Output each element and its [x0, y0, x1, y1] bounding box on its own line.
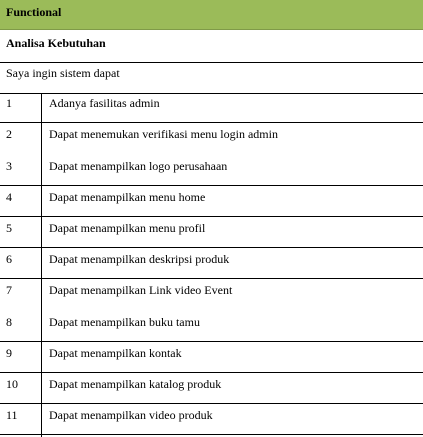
row-divider: [0, 372, 423, 373]
section-title: Analisa Kebutuhan: [6, 36, 106, 50]
row-number: 8: [6, 315, 12, 329]
row-text: Dapat menampilkan logo perusahaan: [49, 159, 228, 173]
row-divider: [0, 278, 423, 279]
table-row: [0, 221, 423, 235]
row-text: Dapat menampilkan katalog produk: [49, 377, 222, 391]
table-row: [0, 190, 423, 204]
table-row: [0, 346, 423, 360]
row-divider: [0, 247, 423, 248]
row-number: 6: [6, 252, 12, 266]
row-text: Dapat menampilkan Link video Event: [49, 283, 233, 297]
header-bar: [0, 0, 423, 30]
row-number: 3: [6, 159, 12, 173]
row-divider: [0, 185, 423, 186]
row-number: 4: [6, 190, 12, 204]
table-row: [0, 377, 423, 391]
table-row: [0, 252, 423, 266]
row-number: 2: [6, 127, 12, 141]
row-divider: [0, 122, 423, 123]
row-divider: [0, 434, 423, 435]
row-number: 9: [6, 346, 12, 360]
row-number: 7: [6, 283, 12, 297]
row-text: Dapat menampilkan video produk: [49, 408, 213, 422]
table-row: [0, 408, 423, 422]
divider-under-intro: [0, 93, 423, 94]
row-text: Dapat menampilkan kontak: [49, 346, 182, 360]
row-number: 5: [6, 221, 12, 235]
row-text: Adanya fasilitas admin: [49, 96, 160, 110]
row-text: Dapat menampilkan buku tamu: [49, 315, 200, 329]
row-divider: [0, 403, 423, 404]
table-row: [0, 127, 423, 141]
table-row: [0, 315, 423, 329]
row-text: Dapat menampilkan menu home: [49, 190, 206, 204]
row-divider: [0, 216, 423, 217]
table-row: [0, 159, 423, 173]
divider-under-title: [0, 62, 423, 63]
row-number: 11: [6, 408, 18, 422]
row-text: Dapat menampilkan menu profil: [49, 221, 206, 235]
row-number: 1: [6, 96, 12, 110]
row-number: 10: [6, 377, 18, 391]
table-row: [0, 96, 423, 110]
table-row: [0, 283, 423, 297]
row-divider: [0, 341, 423, 342]
row-text: Dapat menampilkan deskripsi produk: [49, 252, 230, 266]
row-text: Dapat menemukan verifikasi menu login admin: [49, 127, 278, 141]
intro-text: Saya ingin sistem dapat: [6, 66, 120, 80]
header-title: Functional: [6, 5, 62, 19]
